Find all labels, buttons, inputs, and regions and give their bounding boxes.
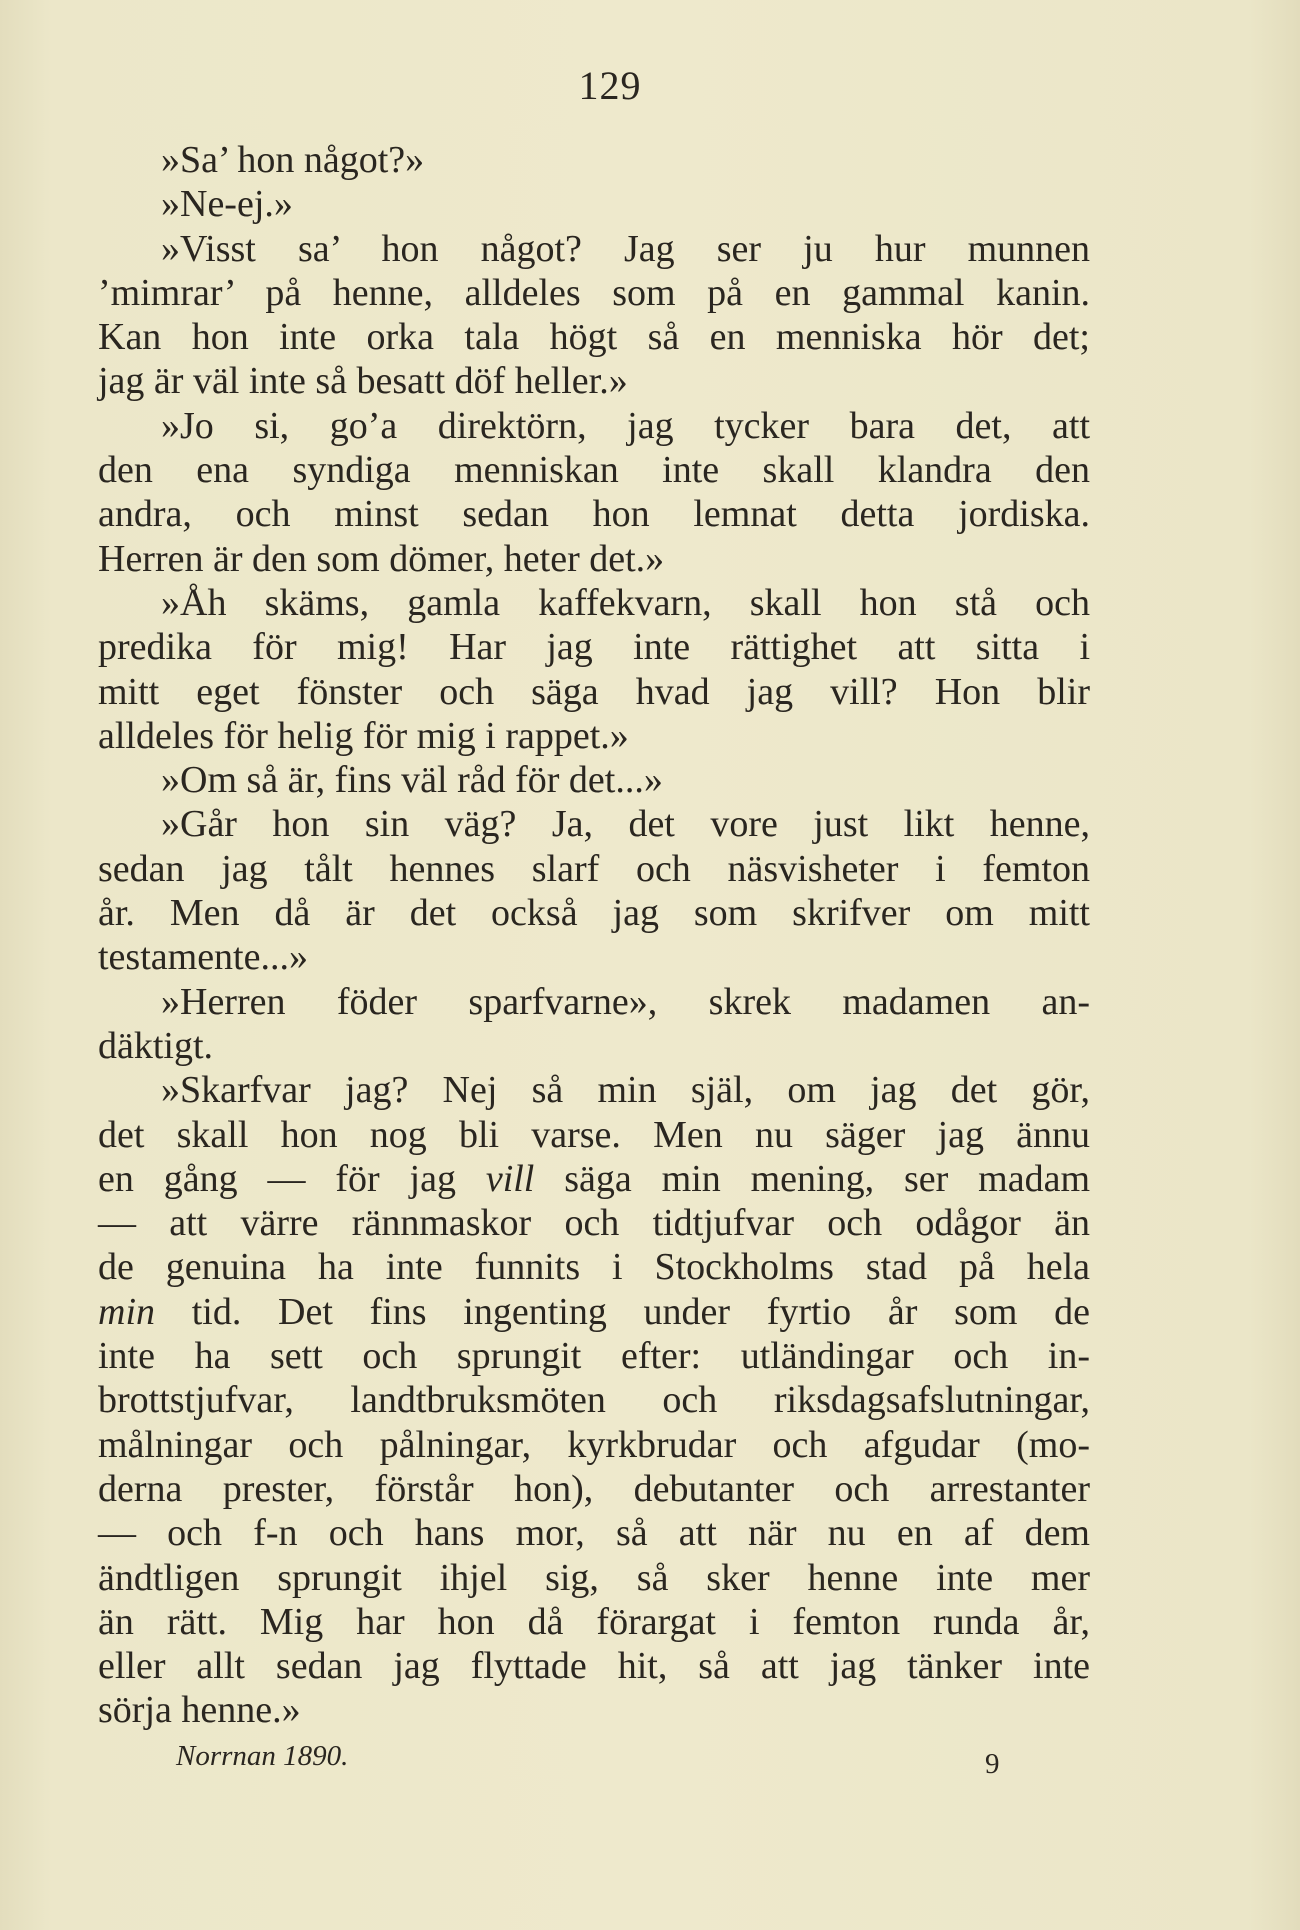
text-line: »Går hon sin väg? Ja, det vore just likt henne,: [161, 803, 1090, 846]
text-line: »Visst sa’ hon något? Jag ser ju hur munnen: [161, 227, 1090, 270]
text-line: »Åh skäms, gamla kaffekvarn, skall hon stå och: [161, 581, 1090, 624]
text-line: predika för mig! Har jag inte rättighet att sitta i: [98, 626, 1090, 669]
text-line: år. Men då är det också jag som skrifver om mitt: [98, 892, 1090, 935]
text-line: eller allt sedan jag flyttade hit, så att jag tänker inte: [98, 1645, 1090, 1688]
text-line: jag är väl inte så besatt döf heller.»: [98, 360, 628, 403]
text-line: däktigt.: [98, 1024, 214, 1067]
italic-emphasis: vill: [485, 1157, 535, 1200]
text-line: sedan jag tålt hennes slarf och näsvisheter i femton: [98, 847, 1090, 890]
text-line: det skall hon nog bli varse. Men nu säger jag ännu: [98, 1113, 1090, 1156]
text-segment: säga min mening, ser madam: [564, 1157, 1091, 1200]
page-number: 129: [578, 63, 642, 108]
text-line: »Ne-ej.»: [161, 183, 293, 226]
text-line: alldeles för helig för mig i rappet.»: [98, 714, 629, 757]
text-line-with-italic: [98, 1290, 1090, 1334]
text-line: »Herren föder sparfvarne», skrek madamen an-: [161, 980, 1090, 1023]
text-line: »Jo si, go’a direktörn, jag tycker bara det, att: [161, 404, 1090, 447]
footer-sheet-number: 9: [985, 1748, 1000, 1780]
body-text: [98, 138, 1090, 1733]
text-line: målningar och pålningar, kyrkbrudar och afgudar (mo-: [98, 1423, 1090, 1466]
text-line: de genuina ha inte funnits i Stockholms stad på hela: [98, 1246, 1090, 1289]
text-line: Herren är den som dömer, heter det.»: [98, 537, 665, 580]
text-line: än rätt. Mig har hon då förargat i femton runda år,: [98, 1600, 1090, 1643]
footer-signature: Norrnan 1890.: [176, 1740, 349, 1772]
text-segment: en gång — för jag: [98, 1157, 456, 1200]
text-line: »Skarfvar jag? Nej så min själ, om jag det gör,: [161, 1069, 1090, 1112]
text-line: den ena syndiga menniskan inte skall klandra den: [98, 449, 1090, 492]
text-line: »Sa’ hon något?»: [161, 139, 425, 181]
text-line: »Om så är, fins väl råd för det...»: [161, 759, 663, 802]
text-line: mitt eget fönster och säga hvad jag vill? Hon blir: [98, 670, 1090, 713]
text-line: Kan hon inte orka tala högt så en menniska hör det;: [98, 316, 1090, 359]
text-line: ’mimrar’ på henne, alldeles som på en gammal kanin.: [98, 271, 1090, 314]
text-line: andra, och minst sedan hon lemnat detta jordiska.: [98, 493, 1090, 536]
text-line: sörja henne.»: [98, 1689, 301, 1732]
text-line: inte ha sett och sprungit efter: utländingar och in-: [98, 1335, 1090, 1378]
text-line: testamente...»: [98, 936, 308, 979]
text-line: derna prester, förstår hon), debutanter och arrestanter: [98, 1467, 1090, 1510]
text-line: brottstjufvar, landtbruksmöten och riksdagsafslutningar,: [98, 1379, 1090, 1422]
text-line-with-italic: [98, 1157, 1090, 1201]
text-line: ändtligen sprungit ihjel sig, så sker henne inte mer: [98, 1556, 1090, 1599]
italic-emphasis: min: [98, 1290, 155, 1333]
text-segment: tid. Det fins ingenting under fyrtio år som de: [191, 1290, 1090, 1333]
text-line: — att värre rännmaskor och tidtjufvar och odågor än: [98, 1202, 1090, 1245]
text-line: — och f-n och hans mor, så att när nu en af dem: [98, 1512, 1090, 1555]
